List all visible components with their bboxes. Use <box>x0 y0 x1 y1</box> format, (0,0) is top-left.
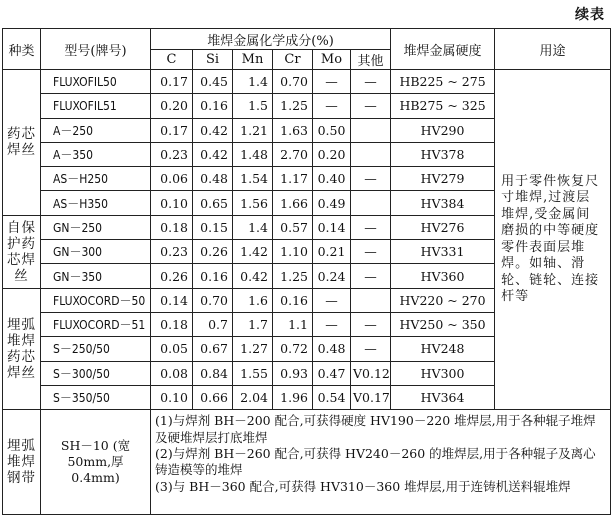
other-cell: — <box>351 215 391 239</box>
header-hardness: 堆焊金属硬度 <box>391 29 495 70</box>
other-cell <box>351 118 391 142</box>
mo-cell: 0.54 <box>313 385 351 410</box>
c-cell: 0.18 <box>151 215 193 239</box>
hardness-cell: HV364 <box>391 385 495 410</box>
mn-cell: 2.04 <box>233 385 273 410</box>
model-cell: S－300/50 <box>41 361 151 385</box>
si-cell: 0.66 <box>193 385 233 410</box>
hardness-cell: HV300 <box>391 361 495 385</box>
model-cell: FLUXOFIL51 <box>41 94 151 118</box>
si-cell: 0.7 <box>193 312 233 336</box>
hardness-cell: HV378 <box>391 142 495 166</box>
mo-cell: 0.50 <box>313 118 351 142</box>
mo-cell: 0.48 <box>313 337 351 361</box>
si-cell: 0.65 <box>193 191 233 215</box>
si-cell: 0.42 <box>193 142 233 166</box>
model-cell: FLUXOFIL50 <box>41 70 151 94</box>
header-element-mn: Mn <box>233 50 273 70</box>
mn-cell: 1.4 <box>233 70 273 94</box>
other-cell: — <box>351 70 391 94</box>
si-cell: 0.84 <box>193 361 233 385</box>
mo-cell: 0.47 <box>313 361 351 385</box>
kind-cell: 埋弧堆焊钢带 <box>3 410 41 515</box>
other-cell: — <box>351 312 391 336</box>
header-use: 用途 <box>495 29 611 70</box>
other-cell <box>351 288 391 312</box>
si-cell: 0.16 <box>193 94 233 118</box>
c-cell: 0.14 <box>151 288 193 312</box>
kind-cell: 药芯焊丝 <box>3 70 41 216</box>
header-element-si: Si <box>193 50 233 70</box>
other-cell: V0.12 <box>351 361 391 385</box>
model-cell: GN－300 <box>41 240 151 264</box>
c-cell: 0.17 <box>151 118 193 142</box>
use-cell: 用于零件恢复尺寸堆焊,过渡层堆焊,受金属间磨损的中等硬度零件表面层堆焊。如轴、滑轮、链轮、连接杆等 <box>495 70 611 410</box>
mn-cell: 1.4 <box>233 215 273 239</box>
header-element-other: 其他 <box>351 50 391 70</box>
header-element-cr: Cr <box>273 50 313 70</box>
mn-cell: 1.48 <box>233 142 273 166</box>
header-element-c: C <box>151 50 193 70</box>
si-cell: 0.16 <box>193 264 233 288</box>
hardness-cell: HV248 <box>391 337 495 361</box>
cr-cell: 0.70 <box>273 70 313 94</box>
cr-cell: 0.16 <box>273 288 313 312</box>
strip-note-3: (3)与 BH－360 配合,可获得 HV310－360 堆焊层,用于连铸机送料辊堆焊 <box>155 478 571 494</box>
model-cell: A－250 <box>41 118 151 142</box>
header-model: 型号(牌号) <box>41 29 151 70</box>
strip-notes-cell <box>151 410 611 515</box>
mo-cell: — <box>313 288 351 312</box>
cr-cell: 0.57 <box>273 215 313 239</box>
hardfacing-materials-table <box>2 28 611 515</box>
mn-cell: 1.6 <box>233 288 273 312</box>
c-cell: 0.17 <box>151 70 193 94</box>
model-cell: S－350/50 <box>41 385 151 410</box>
other-cell: — <box>351 94 391 118</box>
mo-cell: — <box>313 312 351 336</box>
mn-cell: 1.56 <box>233 191 273 215</box>
cr-cell: 1.1 <box>273 312 313 336</box>
model-cell: FLUXOCORD－51 <box>41 312 151 336</box>
mo-cell: — <box>313 94 351 118</box>
c-cell: 0.26 <box>151 264 193 288</box>
strip-note-1: (1)与焊剂 BH－200 配合,可获得硬度 HV190－220 堆焊层,用于各种辊子堆焊及硬堆焊层打底堆焊 <box>155 413 596 445</box>
c-cell: 0.10 <box>151 191 193 215</box>
kind-cell: 自保护药芯焊丝 <box>3 215 41 288</box>
mo-cell: 0.14 <box>313 215 351 239</box>
other-cell: — <box>351 264 391 288</box>
table-body <box>3 70 611 515</box>
other-cell: — <box>351 337 391 361</box>
hardness-cell: HV279 <box>391 167 495 191</box>
mo-cell: 0.21 <box>313 240 351 264</box>
hardness-cell: HV290 <box>391 118 495 142</box>
mn-cell: 1.7 <box>233 312 273 336</box>
mo-cell: 0.40 <box>313 167 351 191</box>
header-kind: 种类 <box>3 29 41 70</box>
hardness-cell: HV331 <box>391 240 495 264</box>
si-cell: 0.26 <box>193 240 233 264</box>
mo-cell: 0.20 <box>313 142 351 166</box>
model-cell: GN－250 <box>41 215 151 239</box>
continued-label: 续表 <box>575 7 605 23</box>
si-cell: 0.15 <box>193 215 233 239</box>
model-cell: FLUXOCORD－50 <box>41 288 151 312</box>
header-element-mo: Mo <box>313 50 351 70</box>
c-cell: 0.18 <box>151 312 193 336</box>
model-cell: GN－350 <box>41 264 151 288</box>
si-cell: 0.70 <box>193 288 233 312</box>
cr-cell: 2.70 <box>273 142 313 166</box>
c-cell: 0.06 <box>151 167 193 191</box>
hardness-cell: HV250 ~ 350 <box>391 312 495 336</box>
cr-cell: 1.66 <box>273 191 313 215</box>
mo-cell: — <box>313 70 351 94</box>
c-cell: 0.23 <box>151 142 193 166</box>
other-cell: V0.17 <box>351 385 391 410</box>
cr-cell: 1.17 <box>273 167 313 191</box>
hardness-cell: HV360 <box>391 264 495 288</box>
cr-cell: 1.25 <box>273 94 313 118</box>
mn-cell: 1.42 <box>233 240 273 264</box>
model-cell: S－250/50 <box>41 337 151 361</box>
kind-cell: 埋弧堆焊药芯焊丝 <box>3 288 41 410</box>
other-cell: — <box>351 240 391 264</box>
mo-cell: 0.49 <box>313 191 351 215</box>
cr-cell: 1.63 <box>273 118 313 142</box>
hardness-cell: HV220 ~ 270 <box>391 288 495 312</box>
si-cell: 0.42 <box>193 118 233 142</box>
mn-cell: 1.55 <box>233 361 273 385</box>
hardness-cell: HV276 <box>391 215 495 239</box>
mo-cell: 0.24 <box>313 264 351 288</box>
mn-cell: 1.54 <box>233 167 273 191</box>
mn-cell: 1.27 <box>233 337 273 361</box>
hardness-cell: HB275 ~ 325 <box>391 94 495 118</box>
c-cell: 0.20 <box>151 94 193 118</box>
other-cell <box>351 191 391 215</box>
hardness-cell: HB225 ~ 275 <box>391 70 495 94</box>
cr-cell: 0.72 <box>273 337 313 361</box>
c-cell: 0.05 <box>151 337 193 361</box>
mn-cell: 0.42 <box>233 264 273 288</box>
model-cell: A－350 <box>41 142 151 166</box>
other-cell: — <box>351 167 391 191</box>
c-cell: 0.10 <box>151 385 193 410</box>
model-cell: AS－H350 <box>41 191 151 215</box>
hardness-cell: HV384 <box>391 191 495 215</box>
c-cell: 0.23 <box>151 240 193 264</box>
other-cell <box>351 142 391 166</box>
cr-cell: 1.10 <box>273 240 313 264</box>
cr-cell: 0.93 <box>273 361 313 385</box>
mn-cell: 1.5 <box>233 94 273 118</box>
model-cell: AS－H250 <box>41 167 151 191</box>
si-cell: 0.48 <box>193 167 233 191</box>
mn-cell: 1.21 <box>233 118 273 142</box>
c-cell: 0.08 <box>151 361 193 385</box>
cr-cell: 1.96 <box>273 385 313 410</box>
table-row <box>3 70 611 94</box>
si-cell: 0.67 <box>193 337 233 361</box>
header-chem: 堆焊金属化学成分(%) <box>151 29 391 50</box>
strip-model-cell: SH－10 (宽 50mm,厚 0.4mm) <box>41 410 151 515</box>
table-row-strip <box>3 410 611 515</box>
cr-cell: 1.25 <box>273 264 313 288</box>
strip-note-2: (2)与焊剂 BH－260 配合,可获得 HV240－260 的堆焊层,用于各种辊子及离心铸造模等的堆焊 <box>155 446 596 478</box>
si-cell: 0.45 <box>193 70 233 94</box>
